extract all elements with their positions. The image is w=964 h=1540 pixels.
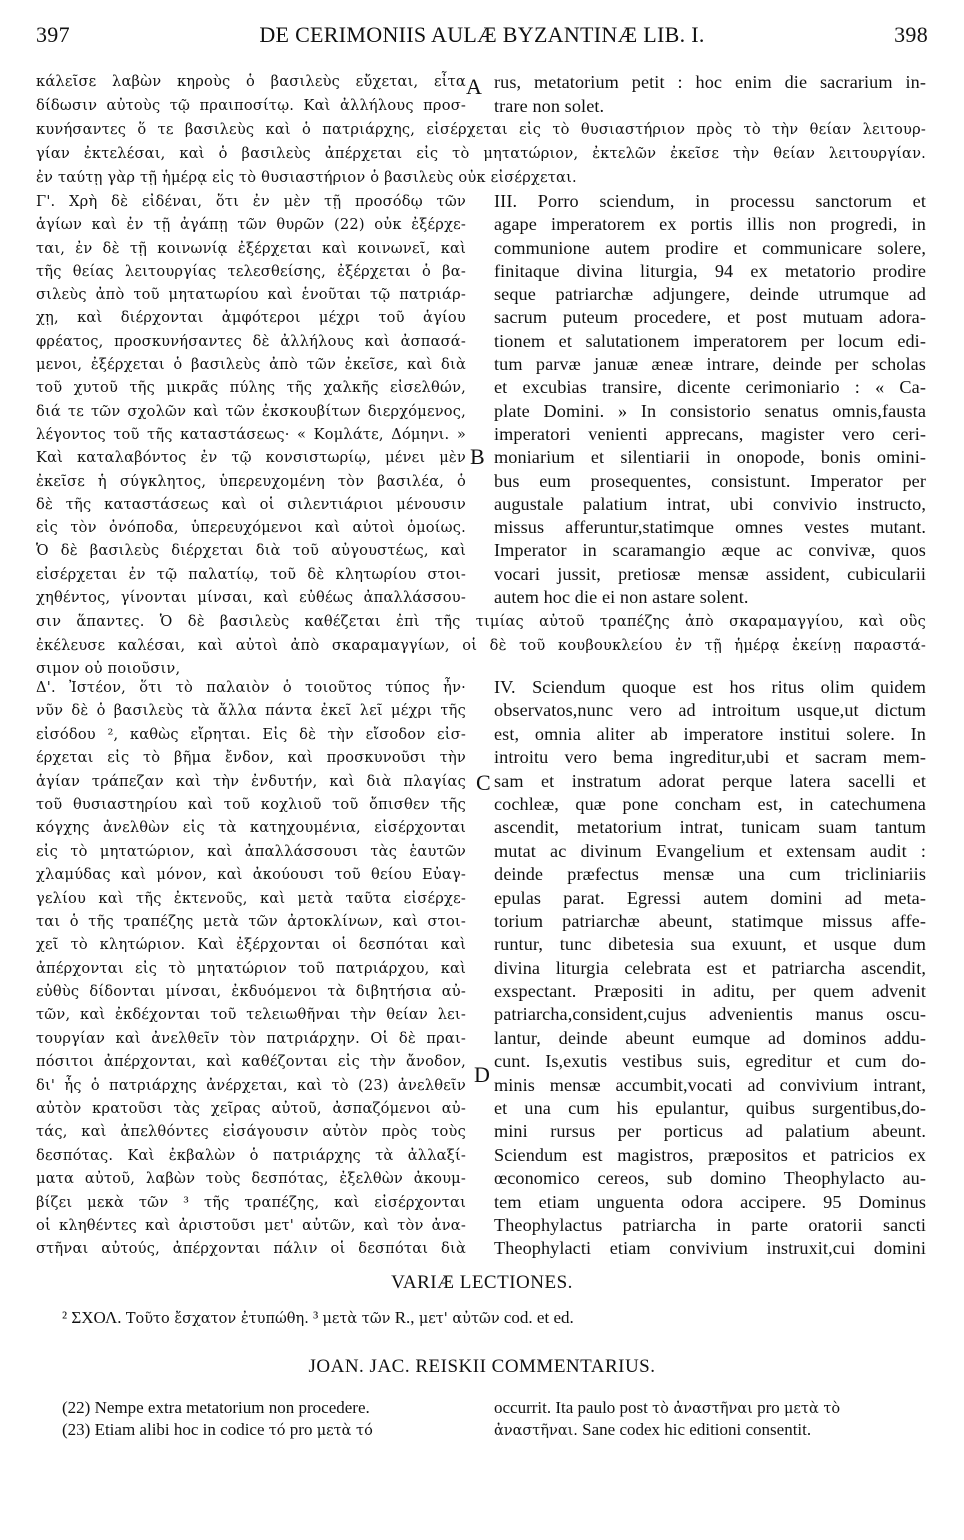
text-line: Δ'. Ἰστέον, ὅτι τὸ παλαιὸν ὁ τοιοῦτος τύπος ἦν· bbox=[36, 679, 466, 696]
text-line: τῆς θείας λειτουργίας τελεσθείσης, ἐξέρχεται ὁ βα- bbox=[36, 262, 466, 280]
text-line: bus eum prosequentes, consistunt. Imperator per bbox=[494, 470, 926, 491]
note-greek: μετὰ τό bbox=[316, 1423, 373, 1439]
text-line: lantur, deinde abeunt eumque ad dominos addu- bbox=[494, 1027, 926, 1048]
text-line: mini rursus per porticus ad palatium abeunt. bbox=[494, 1121, 926, 1142]
text-line: introitu vero bema ingreditur,ubi et sacram mem- bbox=[494, 747, 926, 768]
text-line: βίζει μεκὰ τῶν ³ τῆς τραπέζης, καὶ εἰσέρχονται bbox=[36, 1193, 466, 1211]
text-line: Γ'. Χρὴ δὲ εἰδέναι, ὅτι ἐν μὲν τῇ προσόδῳ τῶν bbox=[36, 193, 466, 210]
note-greek: μετ' αὐτῶν bbox=[418, 1311, 500, 1327]
note-text: occurrit. Ita paulo post bbox=[494, 1398, 653, 1417]
note-greek: τὸ ἀναστῆναι bbox=[652, 1401, 753, 1417]
page-header bbox=[36, 22, 928, 56]
note-label: ³ bbox=[308, 1308, 323, 1327]
text-line: œconomico cereos, sub domino Theophylacto au- bbox=[494, 1168, 926, 1189]
text-line: ἐκεῖσε ἡ σύγκλητος, ὑπερευχομένη τὸν βασιλέα, ὁ bbox=[36, 472, 466, 490]
note-label: ² ΣΧΟΛ. bbox=[62, 1308, 126, 1327]
note-greek: Τοῦτο ἔσχατον ἐτυπώθη. bbox=[125, 1311, 309, 1327]
text-line: vocari jussit, pretiosæ mensæ assident, cubicularii bbox=[494, 563, 926, 584]
text-line: κόγχης ἀνελθὼν εἰς τὰ κατηχουμένια, εἰσέρχονται bbox=[36, 819, 466, 837]
text-line: trare non solet. bbox=[494, 96, 605, 116]
text-line: ἁγίων καὶ ἐν τῇ ἀγάπῃ τῶν θυρῶν (22) οὐκ ἐξέρχε- bbox=[36, 216, 466, 234]
text-line: sacrum puteum procedere, et post mutuam adora- bbox=[494, 307, 926, 328]
text-line: Καὶ καταλαβόντος ἐν τῷ κονσιστωρίῳ, μένει μὲν bbox=[36, 449, 466, 467]
text-line: missus afferuntur,statimque omnes vestes mutant. bbox=[494, 517, 926, 538]
section-d-greek bbox=[36, 676, 466, 1261]
commentary-title: JOAN. JAC. REISKII COMMENTARIUS. bbox=[308, 1356, 656, 1377]
text-line: et una cum his epulantur, quibus surgentibus,do- bbox=[494, 1098, 926, 1119]
text-line: χεῖ τὸ κλητώριον. Καὶ ἐξέρχονται οἱ δεσπόται καὶ bbox=[36, 936, 466, 954]
text-line: rus, metatorium petit : hoc enim die sacrarium in- bbox=[494, 72, 926, 92]
text-line: σιλεὺς ἀπὸ τοῦ μητατωρίου καὶ ἑνοῦται τῷ πατριάρ- bbox=[36, 286, 466, 304]
text-line: est, omnia aliter ab imperatore institui solere. In bbox=[494, 723, 926, 744]
text-line: δεσπότας. Καὶ ἐκβαλὼν ὁ πατριάρχης τὰ ἀλλαξί- bbox=[36, 1146, 466, 1164]
top-greek-full bbox=[36, 118, 926, 190]
text-line: minis mensæ accumbit,vocati ad convivium intrant, bbox=[494, 1074, 926, 1095]
text-line: ἀπέρχονται εἰς τὸ μητατώριον τοῦ πατριάρχου, καὶ bbox=[36, 959, 466, 977]
note-label: R., bbox=[390, 1308, 419, 1327]
text-line: φρέατος, προσκυνήσαντες δὲ ἀλλήλους καὶ ἀσπασά- bbox=[36, 332, 466, 350]
text-line: epulas parat. Egressi autem domini ad meta- bbox=[494, 887, 926, 908]
text-line: ἐκέλευσε καλέσαι, καὶ αὐτοὶ ἀπὸ σκαραμαγγίων, οἱ δὲ τοῦ κουβουκλείου ἐν τῇ ἡμέρᾳ ἐκείνῃ παραστά- bbox=[36, 636, 926, 654]
page-number-left: 397 bbox=[36, 22, 70, 47]
text-line: torium patriarchæ abeunt, statimque missus affe- bbox=[494, 910, 926, 931]
variae-lectiones-title: VARIÆ LECTIONES. bbox=[391, 1272, 573, 1293]
commentary-note-23-continued bbox=[494, 1398, 840, 1418]
text-line: έρχεται εἰς τὸ βῆμα ἔνδον, καὶ προσκυνοῦσι τὴν bbox=[36, 749, 466, 767]
variae-lectiones-note bbox=[62, 1308, 574, 1328]
text-line: tum parvæ januæ æneæ intrare, deinde per scholas bbox=[494, 354, 926, 375]
commentary-note-23-end bbox=[494, 1420, 811, 1440]
note-text: pro bbox=[752, 1398, 784, 1417]
text-line: III. Porro sciendum, in processu sanctorum et bbox=[494, 191, 926, 211]
text-line: Theophylacti etiam convivium instruxit,cui domini bbox=[494, 1238, 926, 1259]
text-line: ascendit, metatorium intrat, tunicam suam tantum bbox=[494, 817, 926, 838]
text-line: χλαμύδας καὶ μόνον, καὶ ἀκούουσι τοῦ θείου Εὐαγ- bbox=[36, 866, 466, 884]
text-line: divina liturgia celebrata est et patriarcha ascendit, bbox=[494, 957, 926, 978]
text-line: μενοι, ἐξέρχεται ὁ βασιλεὺς ἀπὸ τῶν ἐκεῖσε, καὶ διὰ bbox=[36, 356, 466, 374]
text-line: seque patriarchæ adjungere, deinde utrumque ad bbox=[494, 284, 926, 305]
text-line: κυνήσαντες ὅ τε βασιλεὺς καὶ ὁ πατριάρχης, εἰσέρχεται εἰς τὸ θυσιαστήριον πρὸς τὸ τὴν θείαν λειτουρ- bbox=[36, 121, 926, 138]
section-d-latin bbox=[494, 676, 926, 1261]
text-line: αὐτὸν κρατοῦσι τὰς χεῖρας αὐτοῦ, ἀσπαζόμενοι αὐ- bbox=[36, 1100, 466, 1118]
section-g-latin bbox=[494, 190, 926, 609]
text-line: σιμον οὐ ποιοῦσιν, bbox=[36, 660, 181, 677]
text-line: et excubias transire, dicente cerimoniario : « Ca- bbox=[494, 377, 926, 398]
note-greek: μετὰ τῶν bbox=[322, 1311, 391, 1327]
text-line: νῦν δὲ ὁ βασιλεὺς τὰ ἄλλα πάντα ἐκεῖ λεῖ μέχρι τῆς bbox=[36, 702, 466, 720]
text-line: λέγοντος τοῦ τῆς καταστάσεως· « Κομλάτε, Δόμηνι. » bbox=[36, 425, 466, 443]
section-g-greek bbox=[36, 190, 466, 609]
text-line: patriarcha,consident,cujus advenientis manus oscu- bbox=[494, 1004, 926, 1025]
text-line: exspectant. Præpositi in aditu, per quem advenit bbox=[494, 981, 926, 1002]
text-line: ἁγίαν τράπεζαν καὶ τὴν ἐνδυτήν, καὶ διὰ πλαγίας bbox=[36, 772, 466, 790]
text-line: moniarium et silentiarii in onopode, bonis omini- bbox=[494, 447, 926, 468]
text-line: ται, ἐν δὲ τῇ κοινωνίᾳ ἐξέρχεται καὶ κοινωνεῖ, καὶ bbox=[36, 239, 466, 257]
text-line: τῶν, καὶ ἐκδέχονται τοῦ τελειωθῆναι τὴν θείαν λει- bbox=[36, 1006, 466, 1024]
text-line: autem hoc die ei non astare solent. bbox=[494, 587, 749, 608]
note-text: pro bbox=[285, 1420, 317, 1439]
page-number-right: 398 bbox=[894, 22, 928, 47]
text-line: γίαν ἐκτελέσαι, καὶ ὁ βασιλεὺς ἀπέρχεται εἰς τὸ μητατώριον, ἐκτελῶν ἐκεῖσε τὴν θείαν λειτουργίαν. bbox=[36, 145, 926, 162]
text-line: plate Domini. » In consistorio senatus omnis,fausta bbox=[494, 400, 926, 421]
text-line: ματα αὐτοῦ, λαβὼν τοὺς δεσπότας, ἐξελθὼν ἀκουμ- bbox=[36, 1170, 466, 1188]
text-line: χῃ, καὶ διέρχονται ἀμφότεροι μέχρι τοῦ ἁγίου bbox=[36, 309, 466, 327]
text-line: τοῦ χυτοῦ τῆς μικρᾶς πύλης τῆς χαλκῆς εἰσελθών, bbox=[36, 379, 466, 397]
text-line: δι' ἧς ὁ πατριάρχης ἀνέρχεται, καὶ τὸ (23) ἀνελθεῖν bbox=[36, 1076, 466, 1094]
text-line: εἰσέρχεται ἐν τῷ παλατίῳ, τοῦ δὲ κλητωρίου στοι- bbox=[36, 565, 466, 583]
text-line: tem etiam unguenta odora accipere. 95 Dominus bbox=[494, 1191, 926, 1212]
text-line: δίδωσιν αὐτοὺς τῷ πραιποσίτῳ. Καὶ ἀλλήλους προσ- bbox=[36, 97, 466, 114]
text-line: δὲ τῆς καταστάσεως καὶ οἱ σιλεντιάριοι μένουσιν bbox=[36, 495, 466, 513]
text-line: οἱ κληθέντες καὶ ἀριστοῦσι μετ' αὐτῶν, καὶ τὸν ἀνα- bbox=[36, 1216, 466, 1234]
top-latin-right bbox=[494, 70, 926, 118]
text-line: τουργίαν καὶ ἀνελθεῖν τὸν πατριάρχην. Οἱ δὲ πραι- bbox=[36, 1029, 466, 1047]
text-line: IV. Sciendum quoque est hos ritus olim quidem bbox=[494, 677, 926, 697]
text-line: σιν ἅπαντες. Ὁ δὲ βασιλεὺς καθέζεται ἐπὶ τῆς τιμίας αὐτοῦ τραπέζης ἀπὸ σκαραμαγγίου, καὶ οὓς bbox=[36, 613, 926, 630]
text-line: Theophylactus patriarcha in parte oratorii sancti bbox=[494, 1214, 926, 1235]
text-line: εἰσόδου ², καθὼς εἴρηται. Εἰς δὲ τὴν εἴσοδον εἰσ- bbox=[36, 725, 466, 743]
text-line: εἰς τὸν ὀνόποδα, ὑπερευχόμενοι καὶ αὐτοὶ ὁμοίως. bbox=[36, 519, 466, 537]
margin-letter-c: C bbox=[476, 770, 491, 795]
text-line: ἐν ταύτῃ γὰρ τῇ ἡμέρᾳ εἰς τὸ θυσιαστήριον ὁ βασιλεὺς οὐκ εἰσέρχεται. bbox=[36, 169, 577, 186]
text-line: τοῦ θυσιαστηρίου καὶ τοῦ κοχλιοῦ τοῦ ὄπισθεν τῆς bbox=[36, 795, 466, 813]
note-text: (23) Etiam alibi hoc in codice bbox=[62, 1420, 269, 1439]
text-line: runtur, tunc dibetesia sua exuunt, et usque dum bbox=[494, 934, 926, 955]
text-line: observatos,nunc vero ad introitum usque,ut dictum bbox=[494, 700, 926, 721]
text-line: κάλεῖσε λαβὼν κηροὺς ὁ βασιλεὺς εὔχεται, εἶτα bbox=[36, 73, 466, 90]
text-line: tionem et salutationem imperatorem per locum edi- bbox=[494, 330, 926, 351]
text-line: διά τε τῶν σχολῶν καὶ τῶν ἐκσκουβίτων διερχόμενος, bbox=[36, 402, 466, 420]
text-line: cunt. Is,exutis vestibus suis, egreditur et cum do- bbox=[494, 1051, 926, 1072]
text-line: communione autem prodire et communicare solere, bbox=[494, 237, 926, 258]
note-text: Sane codex hic editioni consentit. bbox=[577, 1420, 812, 1439]
text-line: στῆναι αὐτούς, ἀπέρχονται πάλιν οἱ δεσπόται διὰ bbox=[36, 1240, 466, 1258]
note-greek: μετὰ τὸ bbox=[784, 1401, 841, 1417]
text-line: imperatori venienti apprecans, magister vero ceri- bbox=[494, 423, 926, 444]
text-line: πόσιτοι ἀπέρχονται, καὶ καθέζονται εἰς τὴν ἄνοδον, bbox=[36, 1053, 466, 1071]
text-line: Ὁ δὲ βασιλεὺς διέρχεται διὰ τοῦ αὐγουστέως, καὶ bbox=[36, 542, 466, 560]
commentary-note-22: (22) Nempe extra metatorium non procedere. bbox=[62, 1398, 370, 1417]
running-title: DE CERIMONIIS AULÆ BYZANTINÆ LIB. I. bbox=[259, 22, 705, 47]
note-greek: τό bbox=[268, 1423, 286, 1439]
text-line: mutat ac divinum Evangelium et extensam audit : bbox=[494, 840, 926, 861]
text-line: cochleæ, quæ pone concham est, in catechumena bbox=[494, 793, 926, 814]
text-line: Imperator in scaramangio æque ac convivæ, quos bbox=[494, 540, 926, 561]
top-greek-left bbox=[36, 70, 466, 118]
text-line: ται ὁ τῆς τραπέζης μετὰ τῶν ἀρτοκλίνων, καὶ στοι- bbox=[36, 912, 466, 930]
text-line: γελίου καὶ τῆς ἐκτενοῦς, καὶ μετὰ ταῦτα εἰσέρχε- bbox=[36, 889, 466, 907]
text-line: finitaque divina liturgia, 94 ex metatorio prodire bbox=[494, 260, 926, 281]
text-line: augustale palatium intrat, ubi convivio instructo, bbox=[494, 493, 926, 514]
section-g-greek-full bbox=[36, 610, 926, 681]
text-line: χηθέντος, γίνονται μίνσαι, καὶ εὐθέως ἀπαλλάσσου- bbox=[36, 589, 466, 607]
text-line: sam et instratum adorat perque latera sacelli et bbox=[494, 770, 926, 791]
text-line: εὐθὺς δίδονται μίνσαι, ἐκδυόμενοι τὰ διβητήσια αὐ- bbox=[36, 983, 466, 1001]
text-line: τάς, καὶ ἀπελθόντες εἰσάγουσιν αὐτὸν πρὸς τοὺς bbox=[36, 1123, 466, 1141]
text-line: deinde præfectus mensæ una cum tricliniariis bbox=[494, 864, 926, 885]
margin-letter-d: D bbox=[474, 1062, 490, 1087]
commentary-note-23 bbox=[62, 1420, 373, 1440]
text-line: agape imperatorem ex portis illis non progredi, in bbox=[494, 214, 926, 235]
note-label: cod. et ed. bbox=[499, 1308, 574, 1327]
text-line: εἰς τὸ μητατώριον, καὶ ἀπαλλάσσουσι τὰς ἑαυτῶν bbox=[36, 842, 466, 860]
text-line: Sciendum est magistros, præpositos et patricios ex bbox=[494, 1144, 926, 1165]
note-greek: ἀναστῆναι. bbox=[494, 1423, 578, 1439]
margin-letter-a: A bbox=[466, 74, 482, 99]
margin-letter-b: B bbox=[470, 444, 485, 469]
